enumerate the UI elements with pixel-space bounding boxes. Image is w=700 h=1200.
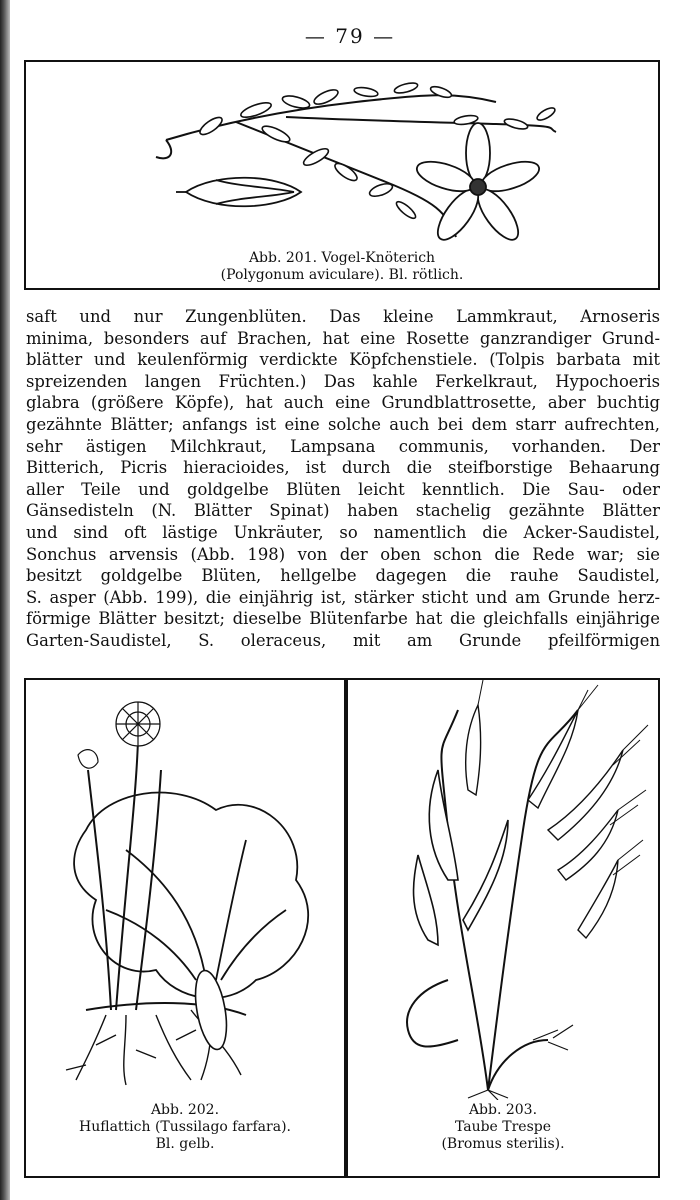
- text-line: Sonchus arvensis (Abb. 198) von der oben schon die Rede war; sie: [26, 544, 660, 564]
- figure-201-label-line: [26, 250, 658, 267]
- text-line: saft und nur Zungenblüten. Das kleine Lammkraut, Arnoseris: [26, 307, 660, 326]
- text-line: blätter und keulenförmig verdickte Köpfchenstiele. (Tolpis barbata mit: [26, 350, 660, 370]
- text-line: spreizenden langen Früchten.) Das kahle Ferkelkraut, Hypochoeris: [26, 371, 660, 391]
- scan-gutter: [0, 0, 10, 1200]
- figure-201-note: Bl. rötlich.: [388, 267, 464, 283]
- coltsfoot-illustration: [26, 680, 344, 1100]
- figure-201-caption: [26, 250, 658, 284]
- figure-202: [24, 678, 346, 1178]
- figure-201-latin-line: [26, 267, 658, 284]
- text-line: besitzt goldgelbe Blüten, hellgelbe dagegen die rauhe Saudistel,: [26, 566, 660, 586]
- text-line: glabra (größere Köpfe), hat auch eine Grundblattrosette, aber buchtig: [26, 393, 660, 413]
- text-line: minima, besonders auf Brachen, hat eine Rosette ganzrandiger Grund-: [26, 328, 660, 348]
- figure-203-latin: (Bromus sterilis).: [441, 1136, 565, 1152]
- figure-202-label: Abb. 202.: [150, 1102, 220, 1118]
- text-line: und sind oft lästige Unkräuter, so namentlich die Acker-Saudistel,: [26, 522, 660, 542]
- figure-202-name-line: [26, 1119, 344, 1136]
- barren-brome-illustration: [348, 680, 658, 1100]
- figure-202-name: Huflattich: [79, 1119, 151, 1135]
- text-line: gezähnte Blätter; anfangs ist eine solche auch bei dem starr aufrechten,: [26, 414, 660, 434]
- page-number: — 79 —: [304, 24, 396, 48]
- figure-201-label: Abb. 201.: [248, 250, 318, 266]
- body-text: [26, 306, 660, 652]
- figure-203-label: Abb. 203.: [468, 1102, 538, 1118]
- text-line: Garten-Saudistel, S. oleraceus, mit am Grunde pfeilförmigen: [26, 630, 660, 650]
- knotweed-illustration: [26, 62, 658, 252]
- text-line: sehr ästigen Milchkraut, Lampsana communis, vorhanden. Der: [26, 436, 660, 456]
- text-line: S. asper (Abb. 199), die einjährig ist, stärker sticht und am Grunde herz-: [26, 587, 660, 607]
- text-line: Gänsedisteln (N. Blätter Spinat) haben stachelig gezähnte Blätter: [26, 501, 660, 521]
- figure-203-name: Taube Trespe: [454, 1119, 552, 1135]
- figure-201-latin: (Polygonum aviculare).: [220, 267, 385, 283]
- text-line: förmige Blätter besitzt; dieselbe Blütenfarbe hat die gleichfalls einjährige: [26, 609, 660, 629]
- figure-203: [346, 678, 660, 1178]
- figure-202-note: Bl. gelb.: [155, 1136, 215, 1152]
- text-line: Bitterich, Picris hieracioides, ist durch die steifborstige Behaarung: [26, 458, 660, 478]
- figure-201: [24, 60, 660, 290]
- figure-202-caption: [26, 1102, 344, 1153]
- figure-202-latin: (Tussilago farfara).: [154, 1119, 291, 1135]
- figure-201-name: Vogel-Knöterich: [321, 250, 436, 266]
- text-line: aller Teile und goldgelbe Blüten leicht kenntlich. Die Sau- oder: [26, 479, 660, 499]
- figure-203-caption: [348, 1102, 658, 1153]
